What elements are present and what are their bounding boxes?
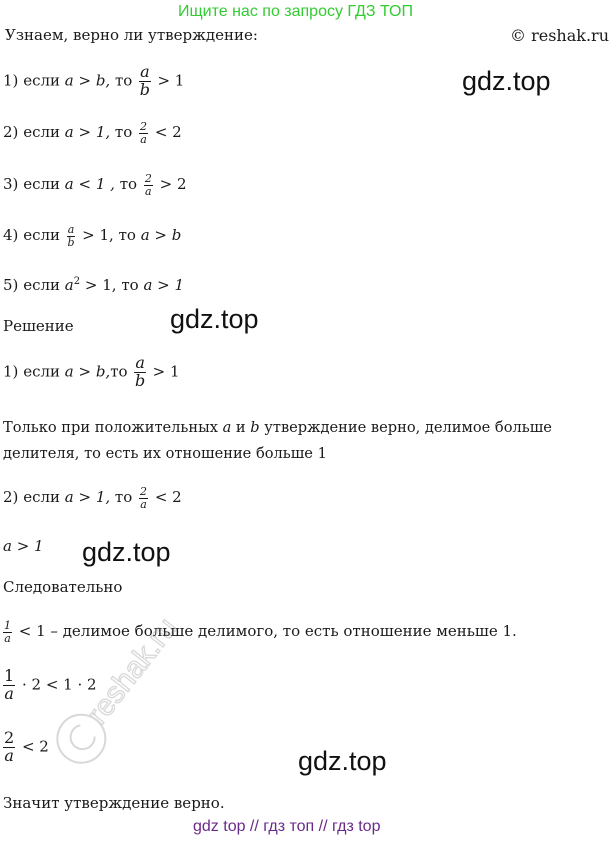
a-gt-1: a > 1 (3, 537, 44, 555)
item-number: 1) (3, 71, 19, 90)
stamp-text: reshak.ru (80, 611, 184, 731)
solution-heading: Решение (3, 317, 74, 335)
watermark: gdz.top (82, 537, 171, 567)
solution-text-2: делителя, то есть их отношение больше 1 (3, 445, 327, 462)
statement-5: 5) если $a^2 > 1$, то a > 1 (3, 276, 185, 294)
task-title: Узнаем, верно ли утверждение: (5, 26, 258, 44)
fraction: $\frac{1}{a}$ (4, 666, 15, 703)
fraction: $\frac{a}{b}$ (67, 223, 75, 249)
fraction: $\frac{1}{a}$ (4, 619, 11, 645)
solution-text-1: Только при положительных a и b утверждение верно, делимое больше (3, 419, 552, 436)
multiplication-line: $\frac{1}{a}$ · 2 < 1 · 2 (4, 666, 97, 703)
conclusion: Значит утверждение верно. (3, 794, 225, 812)
fraction: $\frac{2}{a}$ (4, 728, 15, 765)
fraction-line: $\frac{1}{a}$ < 1 – делимое больше делимого, то есть отношение меньше 1. (4, 619, 517, 645)
watermark: gdz.top (462, 66, 551, 96)
solution-statement-2: 2) если a > 1, то $\frac{2}{a}$ < 2 (3, 485, 182, 511)
result-line: $\frac{2}{a}$ < 2 (4, 728, 49, 765)
fraction: $\frac{a}{b}$ (134, 353, 146, 390)
footer-links[interactable]: gdz top // гдз топ // гдз top (193, 818, 381, 835)
fraction: $\frac{2}{a}$ (144, 172, 152, 198)
copyright: © reshak.ru (510, 26, 609, 45)
therefore-label: Следовательно (3, 578, 123, 596)
statement-1: 1) если a > b, то $\frac{a}{b}$ > 1 (3, 62, 185, 99)
watermark: gdz.top (170, 304, 259, 334)
fraction: $\frac{a}{b}$ (139, 62, 150, 99)
statement-4: 4) если $\frac{a}{b}$ > 1, то a > b (3, 223, 182, 249)
solution-statement-1: 1) если a > b,то $\frac{a}{b}$ > 1 (3, 353, 180, 390)
fraction: $\frac{2}{a}$ (140, 120, 148, 146)
fraction: $\frac{2}{a}$ (140, 485, 148, 511)
search-banner[interactable]: Ищите нас по запросу ГДЗ ТОП (178, 3, 413, 20)
statement-2: 2) если a > 1, то $\frac{2}{a}$ < 2 (3, 120, 182, 146)
watermark: gdz.top (298, 746, 387, 776)
statement-3: 3) если a < 1 , то $\frac{2}{a}$ > 2 (3, 172, 187, 198)
